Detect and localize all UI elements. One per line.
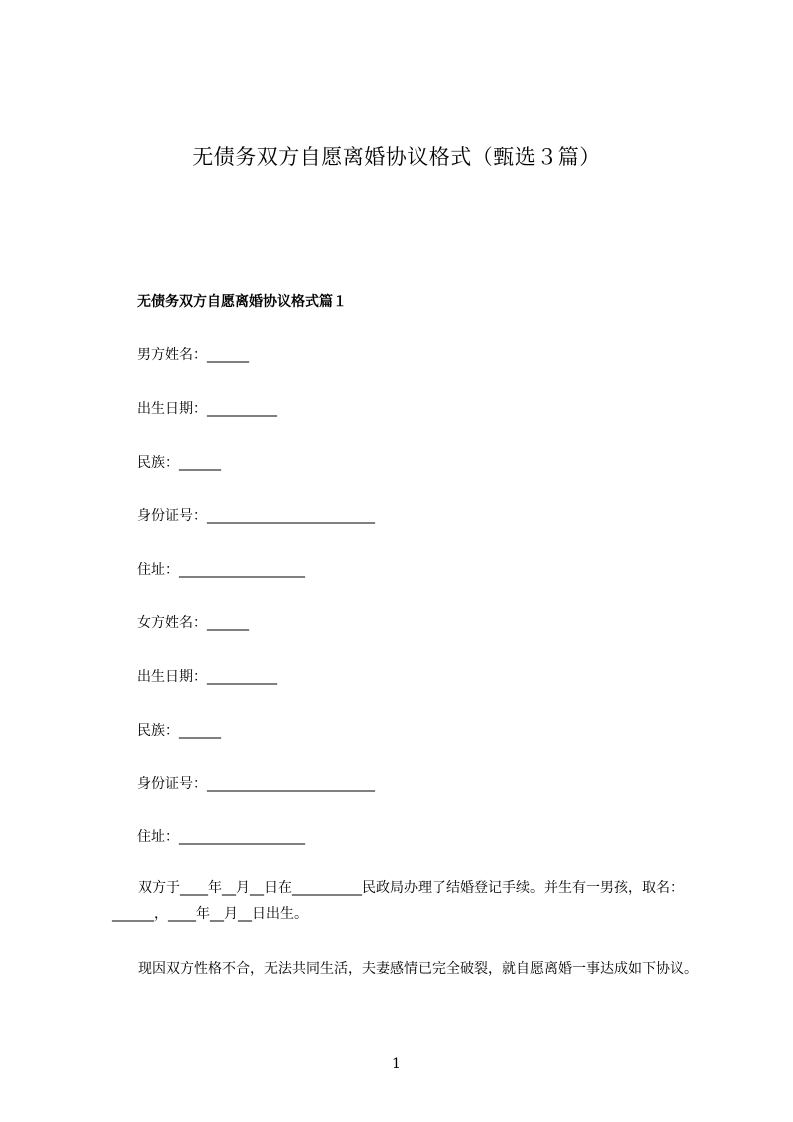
field-male-ethnicity: 民族：______ [137,455,221,471]
field-female-birth-date: 出生日期：__________ [137,669,277,685]
field-female-ethnicity: 民族：______ [137,723,221,739]
section-heading: 无债务双方自愿离婚协议格式篇１ [137,294,347,310]
field-male-name: 男方姓名：______ [137,347,249,363]
paragraph-divorce-reason [112,956,702,982]
field-male-id-number: 身份证号：________________________ [137,508,375,524]
paragraph-text: 现因双方性格不合，无法共同生活，夫妻感情已完全破裂，就自愿离婚一事达成如下协议。 [138,961,698,977]
field-male-birth-date: 出生日期：__________ [137,401,277,417]
document-title: 无债务双方自愿离婚协议格式（甄选３篇） [192,145,601,169]
field-female-id-number: 身份证号：________________________ [137,776,375,792]
paragraph-text: 双方于____年__月__日在__________民政局办理了结婚登记手续。并生有一男孩，取名：______，____年__月__日出生。 [112,880,684,922]
paragraph-marriage-info [112,875,702,927]
field-female-address: 住址：__________________ [137,829,305,845]
page-number: 1 [392,1056,401,1072]
field-female-name: 女方姓名：______ [137,615,249,631]
field-male-address: 住址：__________________ [137,562,305,578]
